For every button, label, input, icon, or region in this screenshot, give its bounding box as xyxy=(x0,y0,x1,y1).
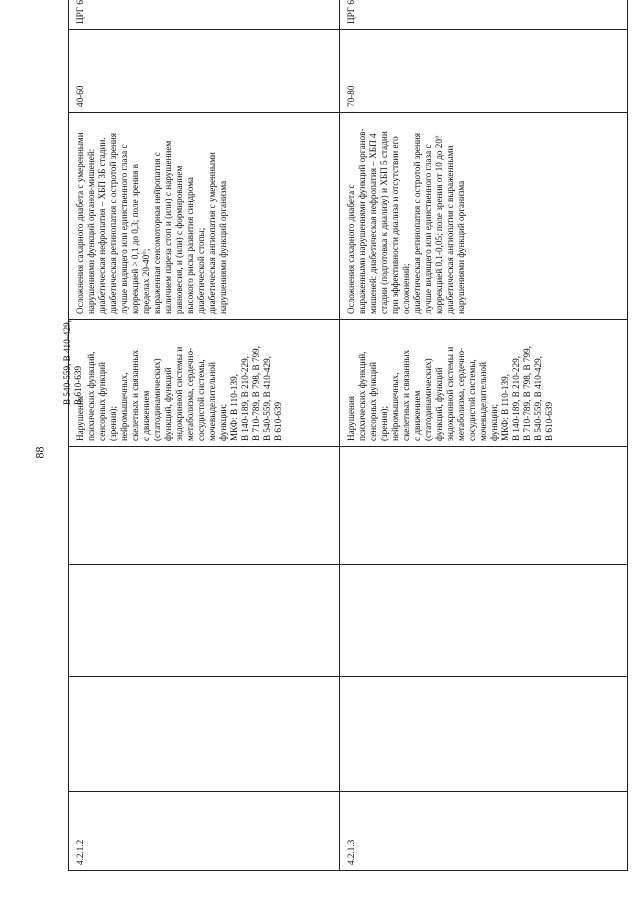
description-cell: Осложнения сахарного диабета с умеренными нарушениями функций органов-мишеней: диабетическая нефропатия – ХБП 3Б стадии. диабетическая ретинопатия с остротой зрения лучше видящего или единственного глаза с коррекцией > 0,1 до 0,3; поле зрения в пределах 20-40°; выраженная сенсомоторная нейропатия с наличием пареза стоп и (или) с нарушением равновесия, и (или) с формированием высокого риска развития синдрома диабетической стопы; диабетическая ангиопатия с умеренными нарушениями функций организма xyxy=(69,113,340,320)
empty-cell xyxy=(69,677,340,792)
description-cell: Осложнения сахарного диабета с выраженными нарушениями функций органов- мишеней: диабетическая нефропатия – ХБП 4 стадии (подготовка к диализу) и ХБП 5 стадии при эффективности диализа и отсутствии его осложнений; диабетическая ретинопатия с остротой зрения лучше видящего или единственного глаза с коррекцией 0,1-0,05; поле зрения от 10 до 20° диабетическая ангиопатия с выраженными нарушениями функций организма xyxy=(340,113,628,320)
percent-cell: 70-80 xyxy=(340,30,628,113)
code-cell: 4.2.1.2 xyxy=(69,792,340,871)
percent-cell: 40-60 xyxy=(69,30,340,113)
table-row xyxy=(69,0,340,871)
table-row xyxy=(340,0,628,871)
criteria-table xyxy=(68,0,628,871)
functions-cell: Нарушения психических функций, сенсорных функций (зрения); нейромышечных, скелетных и связанных с движением (статодинамических) функций, функций эндокринной системы и метаболизма, сердечно- сосудистой системы, мочевыделительной функции; МКФ: В 110-139, В 140-189, В 210-229, В 710-789, В 798, В 799, В 540-559, В 410-429, В 610-639 xyxy=(340,320,628,447)
top-codes: В 540-559, В 410-429, В 610-639 xyxy=(62,320,83,405)
empty-cell xyxy=(340,447,628,565)
empty-cell xyxy=(340,677,628,792)
functions-cell: Нарушения психических функций, сенсорных функций (зрения); нейромышечных, скелетных и связанных с движением (статодинамических) функций, функций эндокринной системы и метаболизма, сердечно- сосудистой системы, мочевыделительной функции; МКФ: В 110-139, В 140-189, В 210-229, В 710-789, В 798, В 799, В 540-559, В 410-429, В 610-639 xyxy=(69,320,340,447)
tag-cell: ЦРГ 6 xyxy=(340,0,628,30)
empty-cell xyxy=(340,565,628,677)
code-cell: 4.2.1.3 xyxy=(340,792,628,871)
empty-cell xyxy=(69,447,340,565)
tag-cell: ЦРГ 6 xyxy=(69,0,340,30)
page-number: 88 xyxy=(32,446,47,459)
empty-cell xyxy=(69,565,340,677)
